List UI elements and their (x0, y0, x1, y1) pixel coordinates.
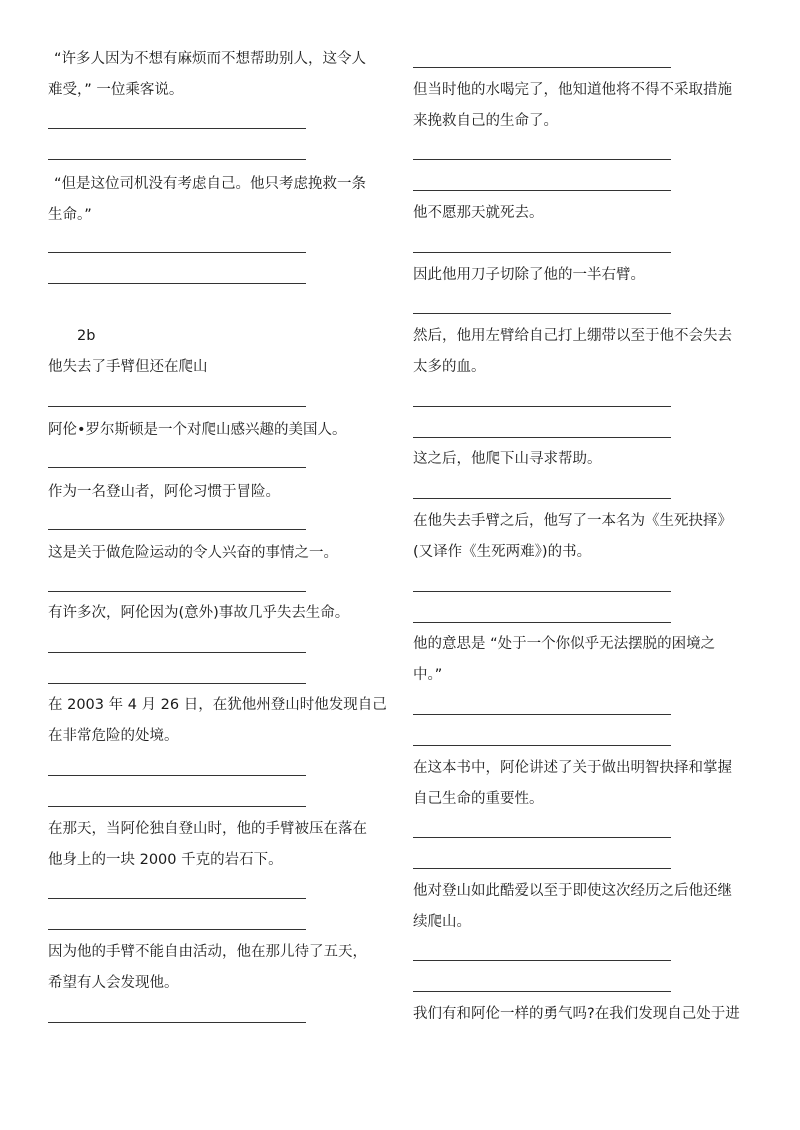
answer-line[interactable] (48, 898, 306, 899)
sentence: 来挽救自己的生命了。 (413, 113, 558, 129)
answer-line[interactable] (48, 529, 306, 530)
answer-line[interactable] (48, 683, 306, 684)
sentence: 他身上的一块 2000 千克的岩石下。 (48, 852, 283, 868)
sentence: 作为一名登山者，阿伦习惯于冒险。 (48, 484, 280, 500)
answer-line[interactable] (413, 190, 671, 191)
sentence: 然后，他用左臂给自己打上绷带以至于他不会失去 (413, 328, 732, 344)
sentence: 他不愿那天就死去。 (413, 205, 544, 221)
sentence: 续爬山。 (413, 914, 471, 930)
answer-line[interactable] (413, 313, 671, 314)
sentence: (又译作《生死两难》)的书。 (413, 544, 592, 560)
answer-line[interactable] (413, 252, 671, 253)
sentence: 他对登山如此酷爱以至于即使这次经历之后他还继 (413, 883, 732, 899)
answer-line[interactable] (48, 128, 306, 129)
answer-line[interactable] (413, 437, 671, 438)
sentence: 在那天，当阿伦独自登山时，他的手臂被压在落在 (48, 821, 367, 837)
answer-line[interactable] (413, 714, 671, 715)
answer-line[interactable] (413, 498, 671, 499)
sentence: 有许多次，阿伦因为(意外)事故几乎失去生命。 (48, 605, 350, 621)
answer-line[interactable] (48, 159, 306, 160)
section-label: 2b (77, 328, 96, 344)
answer-line[interactable] (48, 652, 306, 653)
answer-line[interactable] (413, 622, 671, 623)
quote-line: “但是这位司机没有考虑自己。他只考虑挽救一条 (54, 176, 367, 192)
passage-title: 他失去了手臂但还在爬山 (48, 359, 208, 375)
answer-line[interactable] (48, 806, 306, 807)
answer-line[interactable] (413, 991, 671, 992)
sentence: 他的意思是 “处于一个你似乎无法摆脱的困境之 (413, 636, 716, 652)
answer-line[interactable] (413, 960, 671, 961)
sentence: 在非常危险的处境。 (48, 728, 179, 744)
sentence: 因为他的手臂不能自由活动，他在那儿待了五天， (48, 944, 367, 960)
quote-line: 难受，” 一位乘客说。 (48, 82, 184, 98)
answer-line[interactable] (413, 159, 671, 160)
sentence: 希望有人会发现他。 (48, 975, 179, 991)
sentence: 自己生命的重要性。 (413, 791, 544, 807)
answer-line[interactable] (48, 1022, 306, 1023)
answer-line[interactable] (48, 467, 306, 468)
answer-line[interactable] (413, 868, 671, 869)
sentence: 阿伦•罗尔斯顿是一个对爬山感兴趣的美国人。 (48, 422, 347, 438)
sentence: 中。” (413, 667, 443, 683)
answer-line[interactable] (48, 775, 306, 776)
answer-line[interactable] (413, 745, 671, 746)
sentence: 在这本书中，阿伦讲述了关于做出明智抉择和掌握 (413, 760, 732, 776)
answer-line[interactable] (48, 283, 306, 284)
sentence: 在 2003 年 4 月 26 日，在犹他州登山时他发现自己 (48, 697, 387, 713)
sentence: 但当时他的水喝完了，他知道他将不得不采取措施 (413, 82, 732, 98)
answer-line[interactable] (413, 406, 671, 407)
quote-line: 生命。” (48, 207, 92, 223)
sentence: 因此他用刀子切除了他的一半右臂。 (413, 267, 645, 283)
sentence: 这之后，他爬下山寻求帮助。 (413, 451, 602, 467)
answer-line[interactable] (413, 591, 671, 592)
answer-line[interactable] (413, 67, 671, 68)
sentence: 太多的血。 (413, 359, 486, 375)
answer-line[interactable] (413, 837, 671, 838)
quote-line: “许多人因为不想有麻烦而不想帮助别人，这令人 (54, 51, 367, 67)
sentence: 在他失去手臂之后，他写了一本名为《生死抉择》 (413, 513, 732, 529)
answer-line[interactable] (48, 929, 306, 930)
answer-line[interactable] (48, 252, 306, 253)
sentence: 这是关于做危险运动的令人兴奋的事情之一。 (48, 545, 338, 561)
answer-line[interactable] (48, 591, 306, 592)
answer-line[interactable] (48, 406, 306, 407)
sentence: 我们有和阿伦一样的勇气吗?在我们发现自己处于进 (413, 1006, 740, 1022)
